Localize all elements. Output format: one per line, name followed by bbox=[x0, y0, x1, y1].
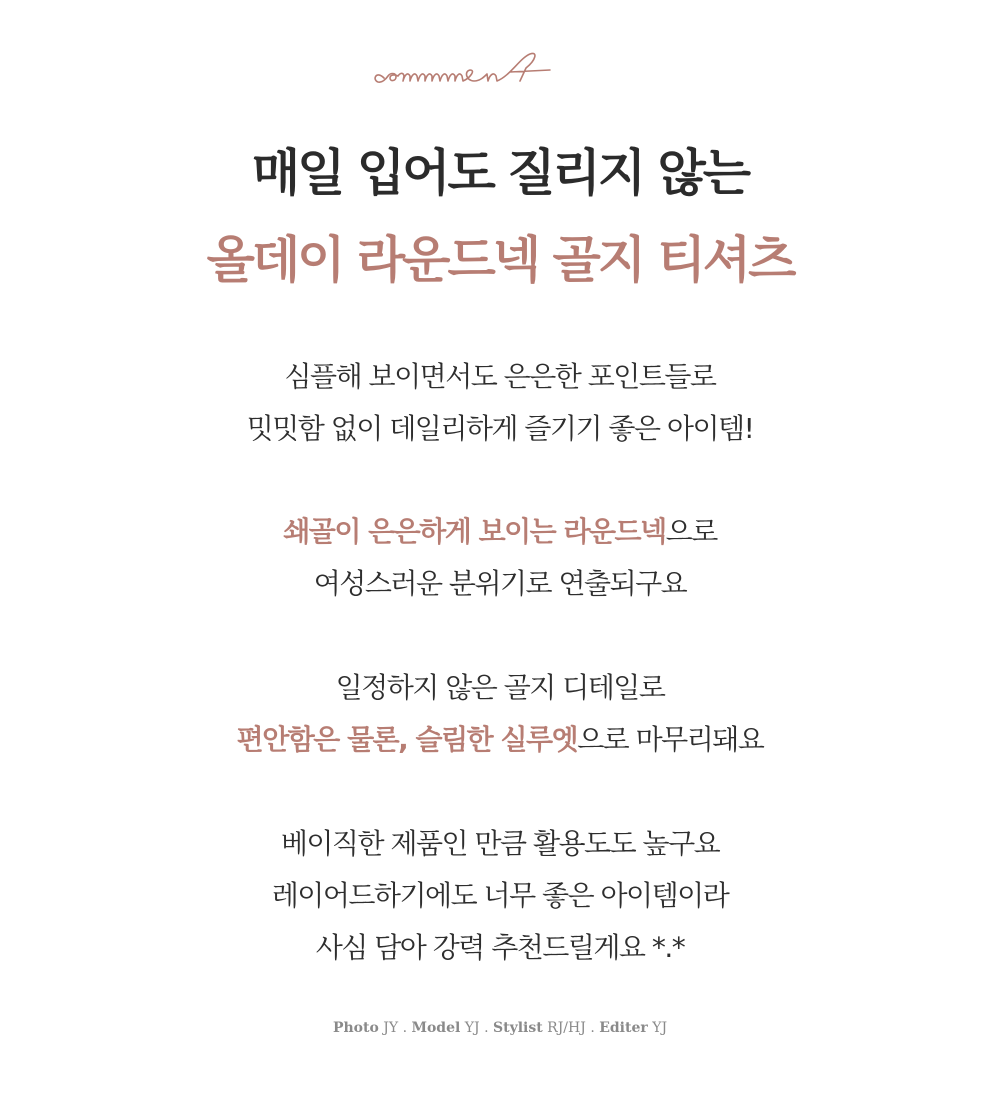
paragraph-2-line-1 bbox=[0, 506, 1000, 558]
photo-credits bbox=[0, 1020, 1000, 1036]
credit-editor-value: YJ bbox=[652, 1020, 668, 1036]
paragraph-2-line-2: 여성스러운 분위기로 연출되구요 bbox=[313, 567, 687, 600]
paragraph-1 bbox=[0, 351, 1000, 455]
paragraph-4-line-3: 사심 담아 강력 추천드릴게요 *.* bbox=[315, 931, 685, 964]
credit-separator: . bbox=[402, 1020, 408, 1036]
credit-stylist-value: RJ/HJ bbox=[547, 1020, 586, 1036]
paragraph-3 bbox=[0, 662, 1000, 766]
credit-model-value: YJ bbox=[464, 1020, 480, 1036]
paragraph-2 bbox=[0, 506, 1000, 610]
paragraph-4-line-2: 레이어드하기에도 너무 좋은 아이템이라 bbox=[271, 879, 729, 912]
credit-photo-label: Photo bbox=[332, 1020, 379, 1036]
paragraph-4 bbox=[0, 818, 1000, 974]
credit-separator: . bbox=[590, 1020, 595, 1036]
credit-separator: . bbox=[484, 1020, 489, 1036]
highlight-slim-silhouette: 편안함은 물론, 슬림한 실루엣 bbox=[236, 723, 578, 756]
credit-stylist-label: Stylist bbox=[493, 1020, 543, 1036]
credit-photo-value: JY bbox=[383, 1020, 399, 1036]
paragraph-3-line-1: 일정하지 않은 골지 디테일로 bbox=[335, 671, 665, 704]
headline-line-2: 올데이 라운드넥 골지 티셔츠 bbox=[206, 231, 794, 289]
comment-script-logo bbox=[370, 42, 630, 88]
headline-line-1: 매일 입어도 질리지 않는 bbox=[251, 144, 749, 202]
credit-model-label: Model bbox=[411, 1020, 461, 1036]
paragraph-2-line-1-rest: 으로 bbox=[665, 515, 717, 548]
paragraph-1-line-1: 심플해 보이면서도 은은한 포인트들로 bbox=[284, 360, 716, 393]
paragraph-3-line-2-rest: 으로 마무리돼요 bbox=[577, 723, 764, 756]
highlight-round-neck: 쇄골이 은은하게 보이는 라운드넥 bbox=[283, 515, 666, 548]
paragraph-3-line-2 bbox=[0, 714, 1000, 766]
credit-editor-label: Editer bbox=[599, 1020, 648, 1036]
paragraph-4-line-1: 베이직한 제품인 만큼 활용도도 높구요 bbox=[280, 827, 720, 860]
paragraph-1-line-2: 밋밋함 없이 데일리하게 즐기기 좋은 아이템! bbox=[246, 412, 754, 445]
